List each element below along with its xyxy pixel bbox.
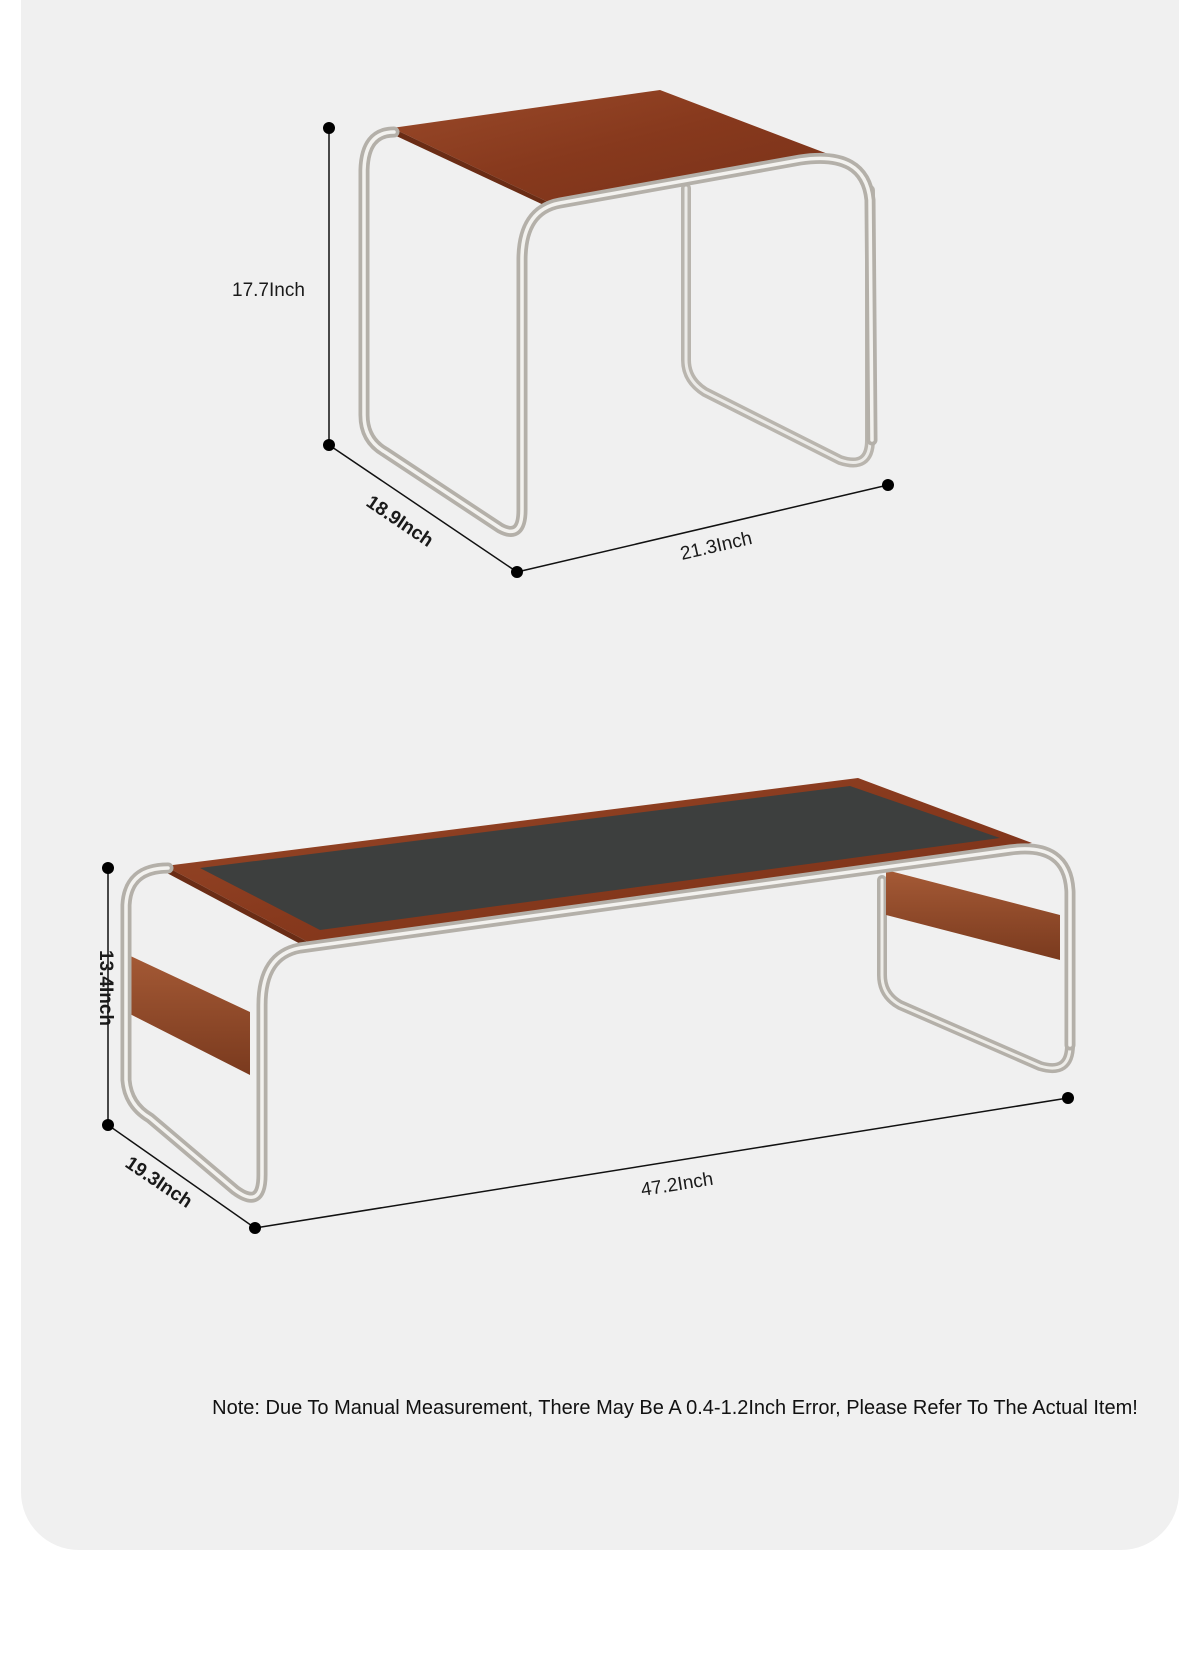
measurement-note: Note: Due To Manual Measurement, There May Be A 0.4-1.2Inch Error, Please Refer To The Actual Item! [212,1397,1138,1419]
end-table-wood-top [392,90,828,202]
coffee-table-right-slat [886,870,1060,960]
coffee-table-illustration [122,778,1070,1197]
coffee-table-width-label: 47.2Inch [639,1168,715,1201]
end-table-illustration [364,90,872,531]
end-table-depth-label: 18.9Inch [362,491,437,552]
coffee-table-depth-label: 19.3Inch [121,1152,196,1213]
end-table-height-label: 17.7Inch [232,280,305,301]
end-table-back-frame [686,188,870,463]
end-table-width-label: 21.3Inch [678,528,755,565]
coffee-table-height-label: 13.4Inch [95,950,116,1027]
coffee-table-left-slat [122,952,250,1075]
